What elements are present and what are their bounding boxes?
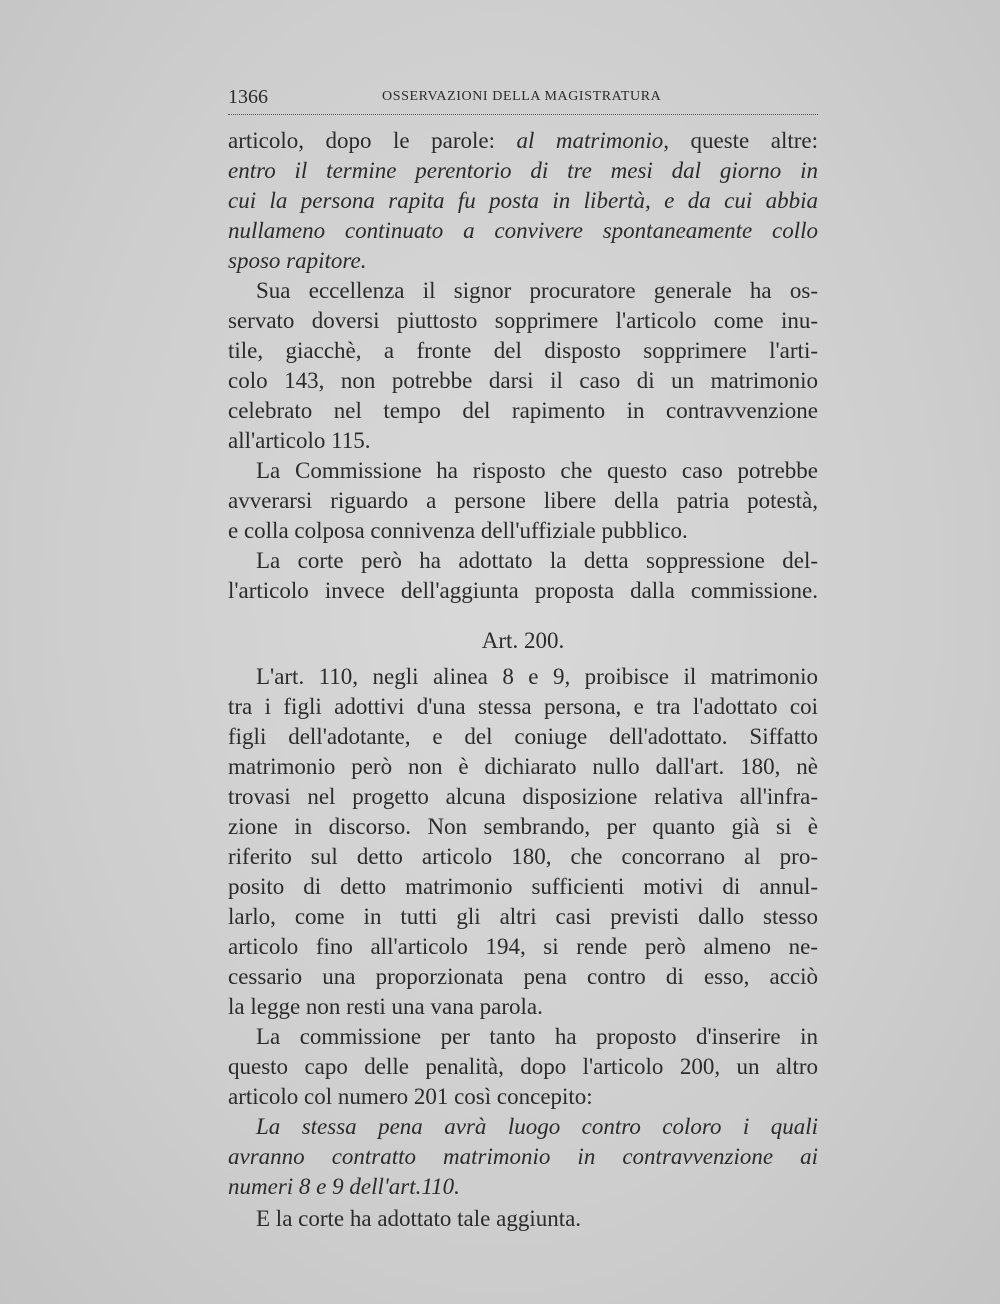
text-line: la legge non resti una vana parola.	[228, 994, 543, 1019]
text-line: nullameno continuato a convivere spontaneamente collo	[228, 218, 818, 243]
text-line: l'articolo invece dell'aggiunta proposta dalla commissione.	[228, 578, 818, 603]
text-line: colo 143, non potrebbe darsi il caso di un matrimonio	[228, 368, 818, 393]
text-line: tile, giacchè, a fronte del disposto sopprimere l'arti-	[228, 338, 818, 363]
text-line: avranno contratto matrimonio in contravvenzione ai	[228, 1144, 818, 1169]
text-line: La corte però ha adottato la detta soppressione del-	[256, 548, 818, 573]
text-line: zione in discorso. Non sembrando, per quanto già si è	[228, 814, 818, 839]
text-line: numeri 8 e 9 dell'art.110.	[228, 1174, 460, 1199]
text-line: La stessa pena avrà luogo contro coloro i quali	[256, 1114, 818, 1139]
text-line: matrimonio però non è dichiarato nullo dall'art. 180, nè	[228, 754, 818, 779]
text-line: La commissione per tanto ha proposto d'inserire in	[256, 1024, 818, 1049]
article-heading: Art. 200.	[481, 628, 565, 653]
text-line: tra i figli adottivi d'una stessa persona, e tra l'adottato coi	[228, 694, 818, 719]
text-line: questo capo delle penalità, dopo l'articolo 200, un altro	[228, 1054, 818, 1079]
running-head: OSSERVAZIONI DELLA MAGISTRATURA	[382, 89, 662, 104]
text-line: L'art. 110, negli alinea 8 e 9, proibisce il matrimonio	[256, 664, 818, 689]
text-line: E la corte ha adottato tale aggiunta.	[256, 1206, 582, 1231]
text-line: posito di detto matrimonio sufficienti motivi di annul-	[228, 874, 818, 899]
text-line: sposo rapitore.	[228, 248, 367, 273]
text-line: riferito sul detto articolo 180, che concorrano al pro-	[228, 844, 818, 869]
text-line: celebrato nel tempo del rapimento in contravvenzione	[228, 398, 818, 423]
text-line: avverarsi riguardo a persone libere della patria potestà,	[228, 488, 818, 513]
text-line: figli dell'adotante, e del coniuge dell'adottato. Siffatto	[228, 724, 818, 749]
header-rule	[228, 114, 818, 115]
text-line: e colla colposa connivenza dell'uffiziale pubblico.	[228, 518, 688, 543]
text-line: articolo fino all'articolo 194, si rende però almeno ne-	[228, 934, 818, 959]
text-line: entro il termine perentorio di tre mesi dal giorno in	[228, 158, 818, 183]
text-line: cessario una proporzionata pena contro di esso, acciò	[228, 964, 818, 989]
text-line: La Commissione ha risposto che questo caso potrebbe	[256, 458, 818, 483]
text-line: articolo col numero 201 così concepito:	[228, 1084, 593, 1109]
text-line: trovasi nel progetto alcuna disposizione relativa all'infra-	[228, 784, 818, 809]
text-line: servato doversi piuttosto sopprimere l'articolo come inu-	[228, 308, 818, 333]
page-header	[228, 86, 816, 112]
text-line: Sua eccellenza il signor procuratore generale ha os-	[256, 278, 818, 303]
page-number: 1366	[228, 86, 268, 108]
text-line: all'articolo 115.	[228, 428, 371, 453]
text-line: larlo, come in tutti gli altri casi previsti dallo stesso	[228, 904, 818, 929]
text-line: cui la persona rapita fu posta in libertà, e da cui abbia	[228, 188, 818, 213]
text-line: articolo, dopo le parole: al matrimonio, queste altre:	[228, 128, 819, 153]
